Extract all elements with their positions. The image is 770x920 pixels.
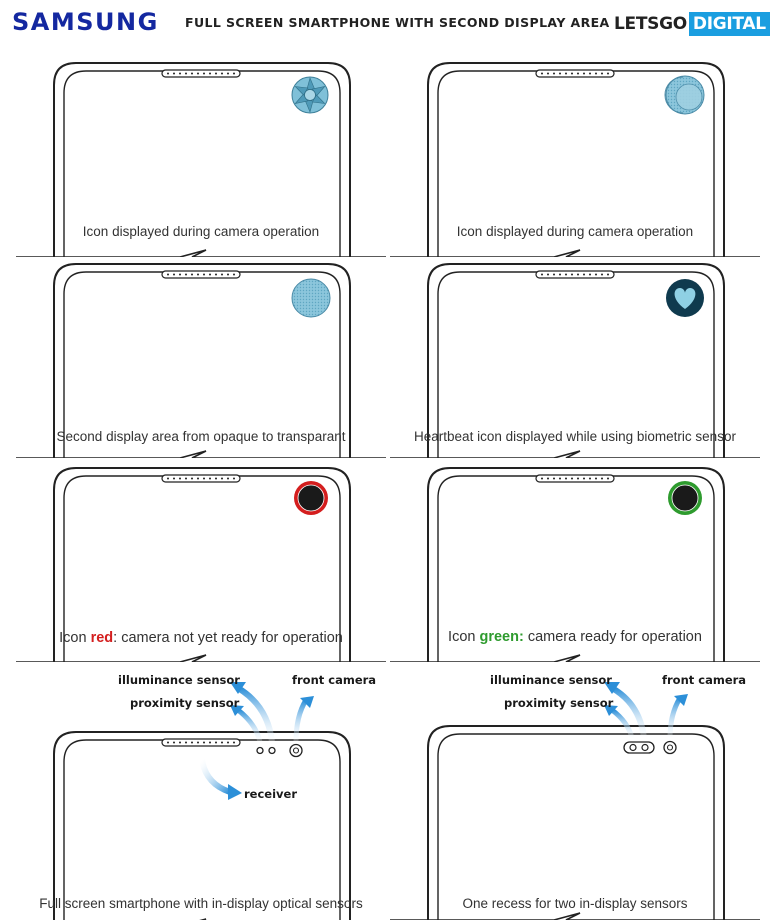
caption-suffix: : camera not yet ready for operation [113,630,343,646]
panel-caption: Icon displayed during camera operation [456,224,694,239]
panel-camera-lens [390,57,760,257]
panel-camera-red [16,462,386,662]
phone-drawing [16,258,386,458]
panel-caption [16,630,386,646]
arrow-front-camera-icon [670,694,688,738]
proximity-sensor-icon [257,748,263,754]
front-camera-label: front camera [662,673,747,687]
phone-drawing [390,258,760,458]
panel-transparent-display [16,258,386,458]
samsung-logo: SAMSUNG [12,8,159,36]
caption-prefix: Icon [59,630,91,646]
caption-suffix: camera ready for operation [523,629,702,645]
illuminance-sensor-label: illuminance sensor [118,673,240,687]
arrow-front-camera-icon [296,696,314,742]
page-title: FULL SCREEN SMARTPHONE WITH SECOND DISPLAY AREA [185,15,610,30]
heart-icon [666,279,704,317]
panel-heartbeat [390,258,760,458]
proximity-sensor-label: proximity sensor [504,696,614,710]
camera-shutter-icon [292,77,328,113]
logo-right-text: DIGITAL [689,12,770,36]
receiver-label: receiver [244,787,297,801]
camera-lens-icon [665,76,704,114]
front-camera-label: front camera [292,673,377,687]
camera-red-ring-icon [294,481,328,515]
panel-caption: Heartbeat icon displayed while using biometric sensor [414,429,736,444]
panel-caption: Full screen smartphone with in-display optical sensors [39,896,363,911]
camera-green-ring-icon [668,481,702,515]
logo-left-text: LETSGO [614,14,687,34]
sensor-icons [257,745,302,757]
proximity-sensor-label: proximity sensor [130,696,240,710]
caption-highlight-green: green: [479,629,524,645]
panel-caption [390,629,760,645]
panel-camera-shutter [16,57,386,257]
header [0,0,770,48]
arrow-proximity-icon [230,705,260,742]
panel-camera-green [390,462,760,662]
letsgodigital-logo [614,12,770,36]
front-camera-icon [664,742,676,754]
panel-caption: One recess for two in-display sensors [462,896,688,911]
caption-highlight-red: red [90,630,114,646]
panel-two-sensors-recess [390,666,760,920]
panel-caption: Second display area from opaque to transparant [56,429,346,444]
sensor-recess-icon [624,742,654,753]
panel-optical-sensors [16,666,386,920]
caption-prefix: Icon [448,629,480,645]
arrow-receiver-icon [202,760,242,800]
illuminance-sensor-icon [269,748,275,754]
illuminance-sensor-label: illuminance sensor [490,673,612,687]
panel-caption: Icon displayed during camera operation [82,224,320,239]
transparent-display-icon [292,279,330,317]
